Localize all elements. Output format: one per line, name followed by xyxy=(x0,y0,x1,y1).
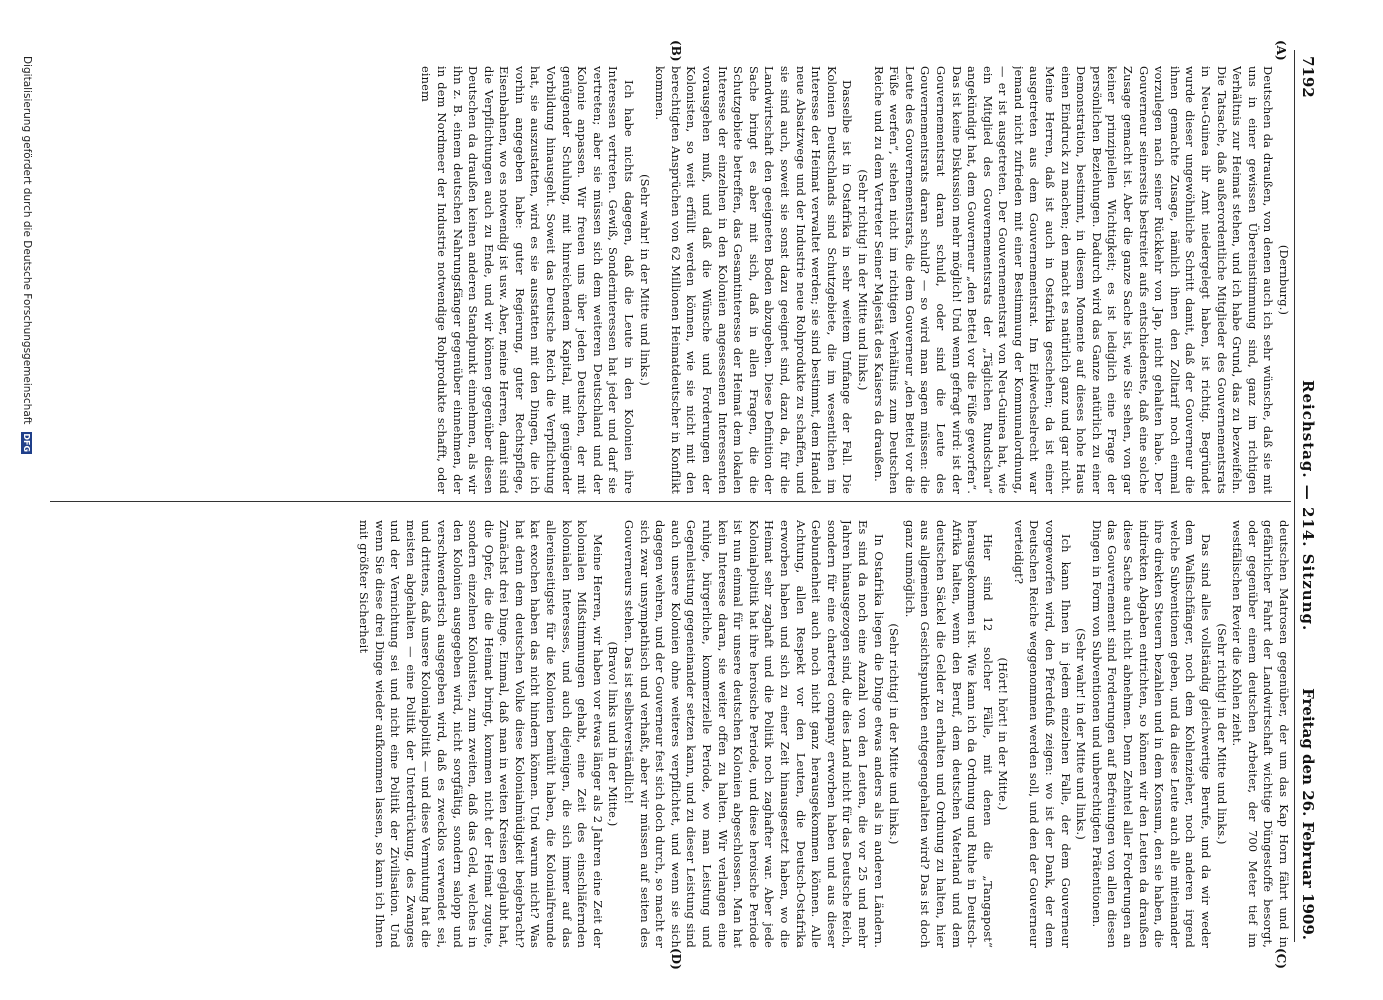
paragraph: Dasselbe ist in Ostafrika in sehr weitem Umfange der Fall. Die Kolonien Deutschlands sind Schutzgebiete, die im wesentlichen im Interesse der Heimat verwaltet werden; sie sind bestimmt, dem Handel neue Absatzwege und der Industrie neue Rohprodukte zu schaffen, und sie sind auch, soweit sie sonst dazu geeignet sind, dazu da, für die Landwirtschaft den geeigneten Boden abzugeben. Diese Definition der Sache bringt es aber mit sich, daß in allen Fragen, die die Schutzgebiete betreffen, das Gesamtinteresse der Heimat dem lokalen Interesse der einzelnen in den Kolonien angesessenen Interessenten vorausgehen muß, und daß die Wünsche und Forderungen der Kolonisten, so weit erfüllt werden können, wie sie nicht mit den berechtigten Ansprüchen von 62 Millionen Heimatdeutscher in Konflikt kommen. xyxy=(653,66,855,494)
credit-text: Digitalisierung gefördert durch die Deutsche Forschungsgemeinschaft xyxy=(21,56,33,425)
interjection: (Sehr richtig! in der Mitte und links.) xyxy=(1214,623,1229,845)
paragraph: deutschen Matrosen gegenüber, der um das Kap Horn fährt und in gefährlicher Fahrt der Landwirtschaft wichtige Düngestoffe besorgt, oder gegenüber einem deutschen Arbeiter, der 700 Meter tief im westfälischen Revier die Kohlen zieht. xyxy=(1230,520,1291,948)
paragraph: In Ostafrika liegen die Dinge etwas anders als in anderen Ländern. Es sind da noch eine Anzahl von den Leuten, die vor 25 und mehr Jahren hinausgezogen sind, die dies Land nicht für das Deutsche Reich, sondern für eine chartered company erworben haben und aus dieser Gebundenheit auch noch nicht ganz herausgekommen können. Alle Achtung, allen Respekt vor den Leuten, die Deutsch-Ostafrika erworben haben und sich zu einer Zeit hinausgesetzt haben, wo die Heimat sehr zaghaft und die Politik noch zaghafter war. Aber jede Kolonialpolitik hat ihre heroische Periode, und diese heroische Periode ist nun einmal für unsere deutschen Kolonien abgeschlossen. Man hat kein Interesse daran, sie weiter offen zu halten. Wir verlangen eine ruhige, bürgerliche, kommerzielle Periode, wo man Leistung und Gegenleistung gegeneinander setzen kann, und zu dieser Leistung sind auch unsere Kolonien ohne weiteres verpflichtet, und wenn sie sich dagegen wehren, und der Gouverneur fest sich doch durch, so macht er sich zwar unsympathisch und verhaßt, aber wir müssen auf seiten des Gouverneurs stehen. Das ist selbstverständlich! xyxy=(622,520,886,948)
paragraph: Ich habe nichts dagegen, daß die Leute in den Kolonien ihre Interessen vertreten. Gewiß, Sonderinteressen hat jeder und darf sie vertreten; aber sie müssen sich dem weiteren Deutschland und der Kolonie anpassen. Wir freuen uns über jeden Deutschen, der mit genügender Schulung, mit hinreichendem Kapital, mit genügender Vorbildung hinausgeht. Soweit das Deutsche Reich die Verpflichtung hat, sie auszustatten, wird es sie ausstatten mit den Dingen, die ich vorhin angegeben habe: guter Regierung, guter Rechtspflege, Eisenbahnen, wo es notwendig ist usw. Aber, meine Herren, damit sind die Verpflichtungen auch zu Ende, und wir können gegenüber diesen Deutschen da draußen keinen anderen Standpunkt einnehmen, als wir ihn z. B. einem deutschen Nahrungsfänger gegenüber einnehmen, der in dem Nordmeer der Industrie notwendige Rohprodukte schafft, oder einem xyxy=(419,66,637,494)
paragraph: Meine Herren, wir haben vor etwas länger als 2 Jahren eine Zeit der kolonialen Mißstimmungen gehabt, eine Zeit des einschläfernden kolonialen Interesses, und auch diejenigen, die sich immer auf das allereinseitigste für die Kolonien bemüht haben, die Kolonialfreunde kat exochen haben das nicht hindern können. Und warum nicht? Was hat denn dem deutschen Volke diese Kolonialmüdigkeit beigebracht? Zunächst drei Dinge. Einmal, daß man in weiten Kreisen geglaubt hat, die Opfer, die die Heimat bringt, kommen nicht der Heimat zugute, sondern einzelnen Kolonisten, zum zweiten, daß das Geld, welches in den Kolonien ausgegeben wird, nicht sorgfältig, sondern salopp und verschwenderisch ausgegeben wird, daß es zwecklos verwendet sei, und drittens, daß unsere Kolonialpolitik — und diese Vermutung hat die meisten abgehalten — eine Politik der Unterdrückung, des Zwanges und der Vernichtung sei und nicht eine Politik der Zivilisation. Und wenn Sie diese drei Dinge wieder aufkommen lassen, so kann ich Ihnen mit größter Sicherheit xyxy=(356,520,605,948)
right-text-column xyxy=(71,520,1291,948)
interjection: (Bravo! links und in der Mitte.) xyxy=(606,641,621,827)
header-rule xyxy=(1294,50,1295,942)
column-rule xyxy=(50,501,1291,502)
interjection: (Sehr wahr! in der Mitte und links.) xyxy=(1074,628,1089,840)
interjection: (Hört! hört! in der Mitte.) xyxy=(996,657,1011,811)
paragraph: Ich kann Ihnen in jedem einzelnen Falle, der dem Gouverneur vorgeworfen wird, den Pferdefuß zeigen: wo ist der Dank, der dem Deutschen Reiche weggenommen werden soll, und den der Gouverneur verteidigt? xyxy=(1011,520,1073,948)
paragraph: Deutschen da draußen, von denen auch ich sehr wünsche, daß sie mit uns in einer gewissen Übereinstimmung sind, ganz im richtigen Verhältnis zur Heimat stehen, und ich habe Grund, das zu bezweifeln. Die Tatsache, daß außerordentliche Mitglieder des Gouvernementsrats in Neu-Guinea ihr Amt niedergelegt haben, ist richtig. Begründet wurde dieser ungewöhnliche Schritt damit, daß der Gouverneur die ihnen gemachte Zusage, nämlich ihnen den Zolltarif noch einmal vorzulegen nach seiner Rückkehr von Jap, nicht gehalten habe. Der Gouverneur seinerseits bestreitet aufs entschiedenste, daß eine solche Zusage gemacht ist. Aber die ganze Sache ist, wie Sie sehen, von gar keiner prinzipiellen Wichtigkeit; es ist lediglich eine Frage der persönlichen Beziehungen. Dadurch wird das Ganze natürlich zu einer Demonstration, bestimmt, in diesem Momente auf dieses hohe Haus einen Eindruck zu machen; den macht es natürlich ganz und gar nicht. Meine Herren, daß ist auch in Ostafrika geschehen; da ist einer ausgetreten aus dem Gouvernementsrat. Im Eidwechselrecht war jemand nicht zufrieden mit einer Bestimmung der Kommunalordnung, — er ist ausgetreten. Der Gouvernementsrat von Neu-Guinea hat, wie ein Mitglied des Gouvernementsrats der „Täglichen Rundschau“ angekündigt hat, dem Gouverneur „den Bettel vor die Füße geworfen“. Das ist keine Diskussion mehr möglich! Und wenn gefragt wird: ist der Gouvernementsrat daran schuld, oder sind die Leute des Gouvernementsrats daran schuld? — so wird man sagen müssen: die Leute des Gouvernementsrats, die dem Gouverneur „den Bettel vor die Füße werfen“, stehen nicht im richtigen Verhältnis zum Deutschen Reiche und zu dem Vertreter Seiner Majestät des Kaisers da draußen. xyxy=(871,66,1276,494)
interjection: (Sehr wahr! in der Mitte und links.) xyxy=(637,174,652,386)
interjection: (Sehr richtig! in der Mitte und links.) xyxy=(887,623,902,845)
digitization-credit xyxy=(21,56,33,454)
page-number: 7192 xyxy=(1299,56,1317,98)
session-date: Freitag den 26. Februar 1909. xyxy=(1299,688,1317,940)
paragraph: Das sind alles vollständig gleichwertige Berufe, und da wir weder dem Walfischfänger, noch dem Kohlenzieher, noch anderen irgend welche Subventionen geben, und da diese Leute auch alle miteinander ihre direkten Steuern bezahlen und in dem Konsum, den sie haben, die indirekten Abgaben entrichten, so können wir den Leuten da draußen diese Sache auch nicht abnehmen. Denn Zehntel aller Forderungen an das Gouvernement sind Forderungen auf Befreiungen von allen diesen Dingen in Form von Subventionen und unberechtigten Prätentionen. xyxy=(1089,520,1214,948)
margin-marker-d: (D) xyxy=(669,948,683,970)
margin-marker-b: (B) xyxy=(669,40,683,62)
page-title: Reichstag. — 214. Sitzung. xyxy=(1299,380,1317,632)
speaker-name: (Dernburg.) xyxy=(1277,244,1291,316)
left-text-column xyxy=(71,66,1291,494)
dfg-logo: DFG xyxy=(22,433,32,453)
margin-marker-a: (A) xyxy=(1274,40,1288,61)
margin-marker-c: (C) xyxy=(1274,948,1288,969)
interjection: (Sehr richtig! in der Mitte und links.) xyxy=(855,169,870,391)
paragraph: Hier sind 12 solcher Fälle, mit denen die „Tangapost“ herausgekommen ist. Wie kann ich da Ordnung und Ruhe in Deutsch-Afrika halten, wenn den Beruf, dem deutschen Vaterland und dem deutschen Säckel die Gelder zu erhalten und Ordnung zu halten, hier aus allgemeinen Gesichtspunkten entgegengehalten wird? Das ist doch ganz unmöglich. xyxy=(902,520,995,948)
